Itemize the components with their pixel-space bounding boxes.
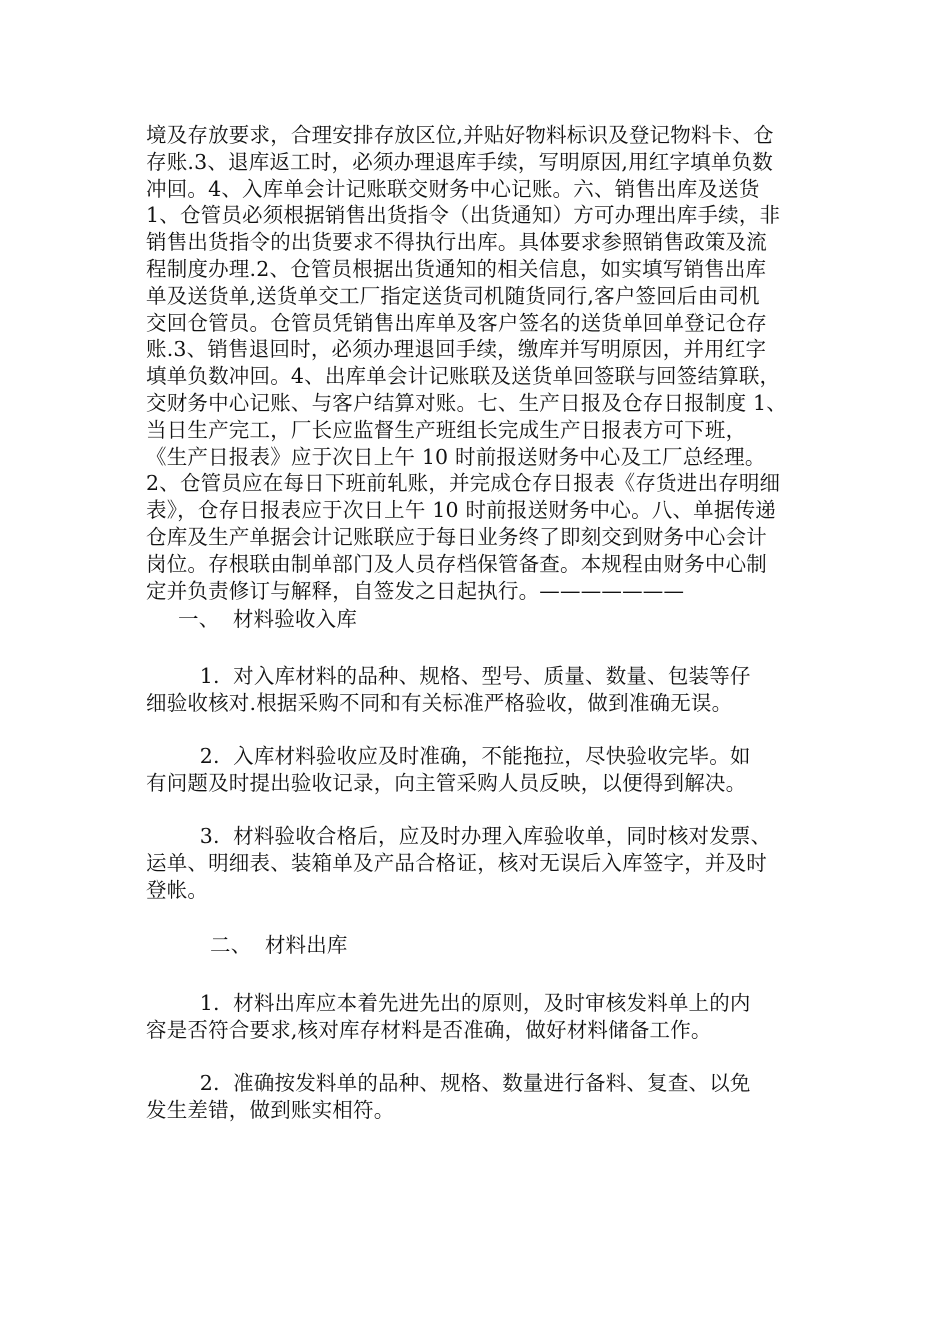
list-item: 3. 材料验收合格后，应及时办理入库验收单，同时核对发票、 运单、明细表、装箱单及产品合格证，核对无误后入库签字，并及时 登帐。 (146, 824, 772, 902)
list-item: 2. 准确按发料单的品种、规格、数量进行备料、复查、以免 发生差错，做到账实相符。 (146, 1071, 751, 1122)
section-heading: 一、 材料验收入库 (178, 607, 358, 631)
section-heading: 二、 材料出库 (210, 933, 348, 957)
list-item: 1. 对入库材料的品种、规格、型号、质量、数量、包装等仔 细验收核对.根据采购不同和有关标准严格验收，做到准确无误。 (146, 664, 751, 715)
list-item: 1. 材料出库应本着先进先出的原则，及时审核发料单上的内 容是否符合要求,核对库存材料是否准确，做好材料储备工作。 (146, 991, 751, 1042)
body-paragraph: 境及存放要求，合理安排存放区位,并贴好物料标识及登记物料卡、仓 存账.3、退库返工时，必须办理退库手续，写明原因,用红字填单负数 冲回。4、入库单会计记账联交财务中心记账。六、销售出库及送货 1、仓管员必须根据销售出货指令（出货通知）方可办理出库手续，非 销售出货指令的出货要求不得执行出库。具体要求参照销售政策及流 程制度办理.2、仓管员根据出货通知的相关信息，如实填写销售出库 单及送货单,送货单交工厂指定送货司机随货同行,客户签回后由司机 交回仓管员。仓管员凭销售出库单及客户签名的送货单回单登记仓存 账.3、销售退回时，必须办理退回手续，缴库并写明原因，并用红字 填单负数冲回。4、出库单会计记账联及送货单回签联与回签结算联， 交财务中心记账、与客户结算对账。七、生产日报及仓存日报制度 1、 当日生产完工，厂长应监督生产班组长完成生产日报表方可下班， 《生产日报表》应于次日上午 10 时前报送财务中心及工厂总经理。 2、仓管员应在每日下班前轧账，并完成仓存日报表《存货进出存明细 表》，仓存日报表应于次日上午 10 时前报送财务中心。八、单据传递 仓库及生产单据会计记账联应于每日业务终了即刻交到财务中心会计 岗位。存根联由制单部门及人员存档保管备查。本规程由财务中心制 定并负责修订与解释，自签发之日起执行。——————— (146, 123, 787, 603)
list-item: 2. 入库材料验收应及时准确，不能拖拉，尽快验收完毕。如 有问题及时提出验收记录，向主管采购人员反映，以便得到解决。 (146, 744, 751, 795)
